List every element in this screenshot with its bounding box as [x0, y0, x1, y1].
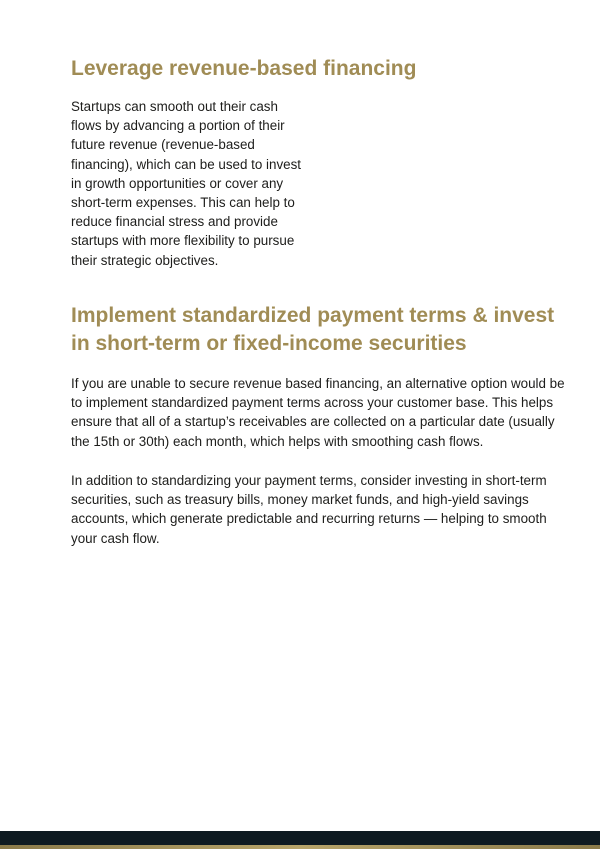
section-heading-revenue-financing: Leverage revenue-based financing	[71, 57, 417, 80]
paragraph-revenue-financing: Startups can smooth out their cash flows by advancing a portion of their future revenue (revenue-based financing), which can be used to invest in growth opportunities or cover any short-term expenses. This can help to reduce financial stress and provide startups with more flexibility to pursue their strategic objectives.	[71, 99, 302, 268]
footer-accent-stripe	[0, 845, 600, 849]
section-heading-payment-terms: Implement standardized payment terms & invest in short-term or fixed-income securities	[71, 304, 555, 355]
paragraph-short-term-securities: In addition to standardizing your payment terms, consider investing in short-term securities, such as treasury bills, money market funds, and high-yield savings accounts, which generate predictable and recurring returns — helping to smooth your cash flow.	[71, 473, 547, 546]
paragraph-payment-terms: If you are unable to secure revenue based financing, an alternative option would be to implement standardized payment terms across your customer base. This helps ensure that all of a startup’s receivables are collected on a particular date (usually the 15th or 30th) each month, which helps with smoothing cash flows.	[71, 376, 565, 449]
